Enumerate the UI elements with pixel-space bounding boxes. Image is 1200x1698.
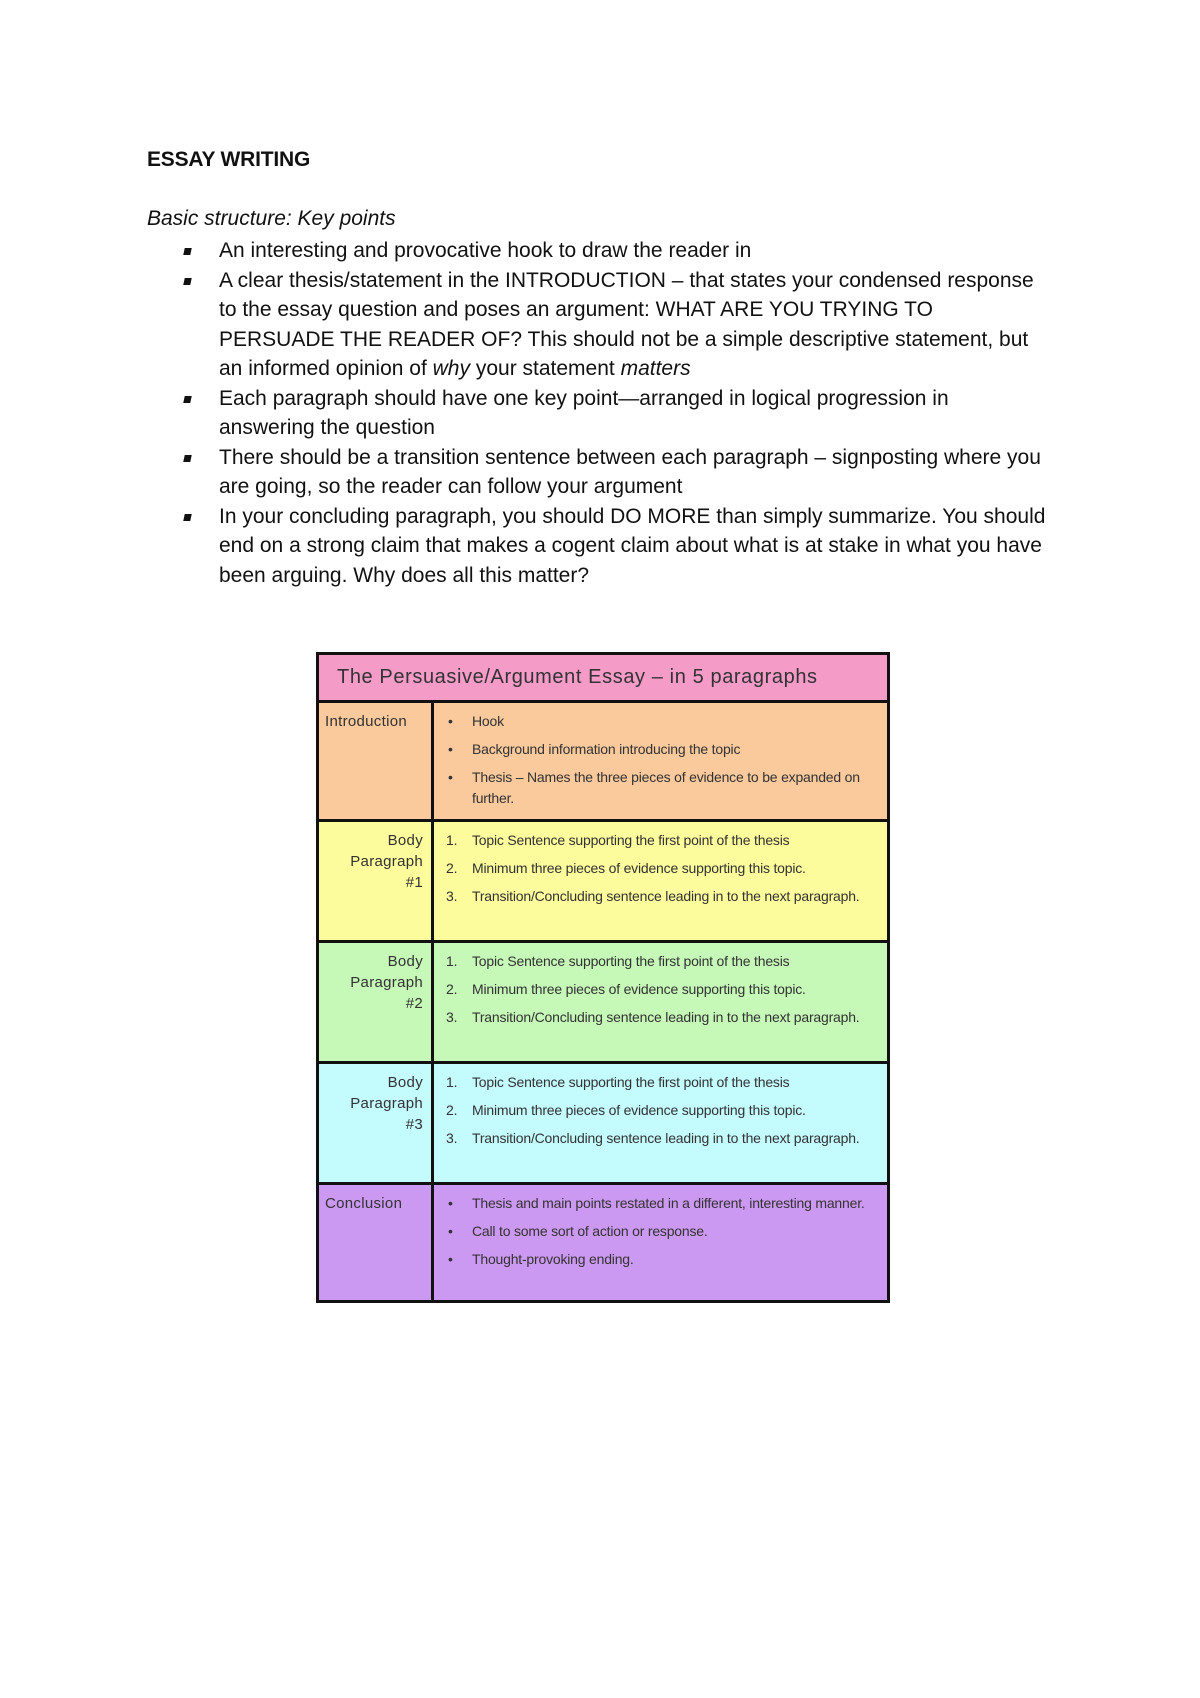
- chart-row-body-1: [319, 822, 887, 943]
- list-item: 3. Transition/Concluding sentence leading in to the next paragraph.: [446, 1130, 860, 1146]
- row-label: Conclusion: [319, 1185, 434, 1300]
- row-content: [434, 703, 887, 819]
- chart-row-body-3: [319, 1064, 887, 1185]
- bullet-icon: •: [448, 1223, 453, 1239]
- list-item: 1. Topic Sentence supporting the first point of the thesis: [446, 1074, 790, 1090]
- row-content: [434, 1064, 887, 1182]
- chart-row-body-2: [319, 943, 887, 1064]
- row-label: Introduction: [319, 703, 434, 819]
- list-item: A clear thesis/statement in the INTRODUCTION – that states your condensed response to the essay question and poses an argument: WHAT ARE YOU TRYING TO PERSUADE THE READER OF? This should not be a simple descriptive statement, but an informed opinion of why your statement matters: [147, 266, 1047, 384]
- bullet-icon: [183, 455, 191, 462]
- list-item: 3. Transition/Concluding sentence leading in to the next paragraph.: [446, 1009, 860, 1025]
- row-label: Body Paragraph #2: [319, 943, 434, 1061]
- list-item: • Thought-provoking ending.: [444, 1249, 881, 1270]
- bullet-icon: [183, 396, 191, 403]
- key-points-list: [147, 236, 1047, 590]
- list-item: 2. Minimum three pieces of evidence supporting this topic.: [446, 860, 806, 876]
- row-label: Body Paragraph #1: [319, 822, 434, 940]
- row-content: [434, 822, 887, 940]
- list-item: • Background information introducing the topic: [444, 739, 881, 760]
- list-item: • Hook: [444, 711, 881, 732]
- section-subheading: Basic structure: Key points: [147, 207, 396, 230]
- list-item: • Thesis and main points restated in a different, interesting manner.: [444, 1193, 881, 1214]
- bullet-icon: [183, 248, 191, 255]
- row-label: Body Paragraph #3: [319, 1064, 434, 1182]
- bullet-icon: [183, 278, 191, 285]
- list-item: • Thesis – Names the three pieces of evidence to be expanded on further.: [448, 769, 860, 806]
- list-item: An interesting and provocative hook to draw the reader in: [147, 236, 1047, 266]
- row-content: [434, 943, 887, 1061]
- list-item: 2. Minimum three pieces of evidence supporting this topic.: [446, 1102, 806, 1118]
- chart-row-conclusion: [319, 1185, 887, 1300]
- list-item: 1. Topic Sentence supporting the first point of the thesis: [446, 953, 790, 969]
- page-title: ESSAY WRITING: [147, 148, 311, 171]
- list-item: There should be a transition sentence between each paragraph – signposting where you are going, so the reader can follow your argument: [147, 443, 1047, 502]
- bullet-icon: •: [448, 1251, 453, 1267]
- bullet-icon: •: [448, 713, 453, 729]
- chart-row-introduction: [319, 703, 887, 822]
- list-item: In your concluding paragraph, you should DO MORE than simply summarize. You should end on a strong claim that makes a cogent claim about what is at stake in what you have been arguing. Why does all this matter?: [147, 502, 1047, 591]
- bullet-icon: •: [448, 769, 453, 785]
- list-item: 1. Topic Sentence supporting the first point of the thesis: [446, 832, 790, 848]
- bullet-icon: •: [448, 741, 453, 757]
- bullet-icon: •: [448, 1195, 453, 1211]
- list-item: Each paragraph should have one key point—arranged in logical progression in answering the question: [147, 384, 1047, 443]
- row-content: [434, 1185, 887, 1300]
- essay-structure-chart: [316, 652, 890, 1303]
- list-item: 2. Minimum three pieces of evidence supporting this topic.: [446, 981, 806, 997]
- chart-title: The Persuasive/Argument Essay – in 5 paragraphs: [319, 655, 887, 703]
- list-item: • Call to some sort of action or response.: [444, 1221, 881, 1242]
- bullet-icon: [183, 514, 191, 521]
- list-item: 3. Transition/Concluding sentence leading in to the next paragraph.: [446, 888, 860, 904]
